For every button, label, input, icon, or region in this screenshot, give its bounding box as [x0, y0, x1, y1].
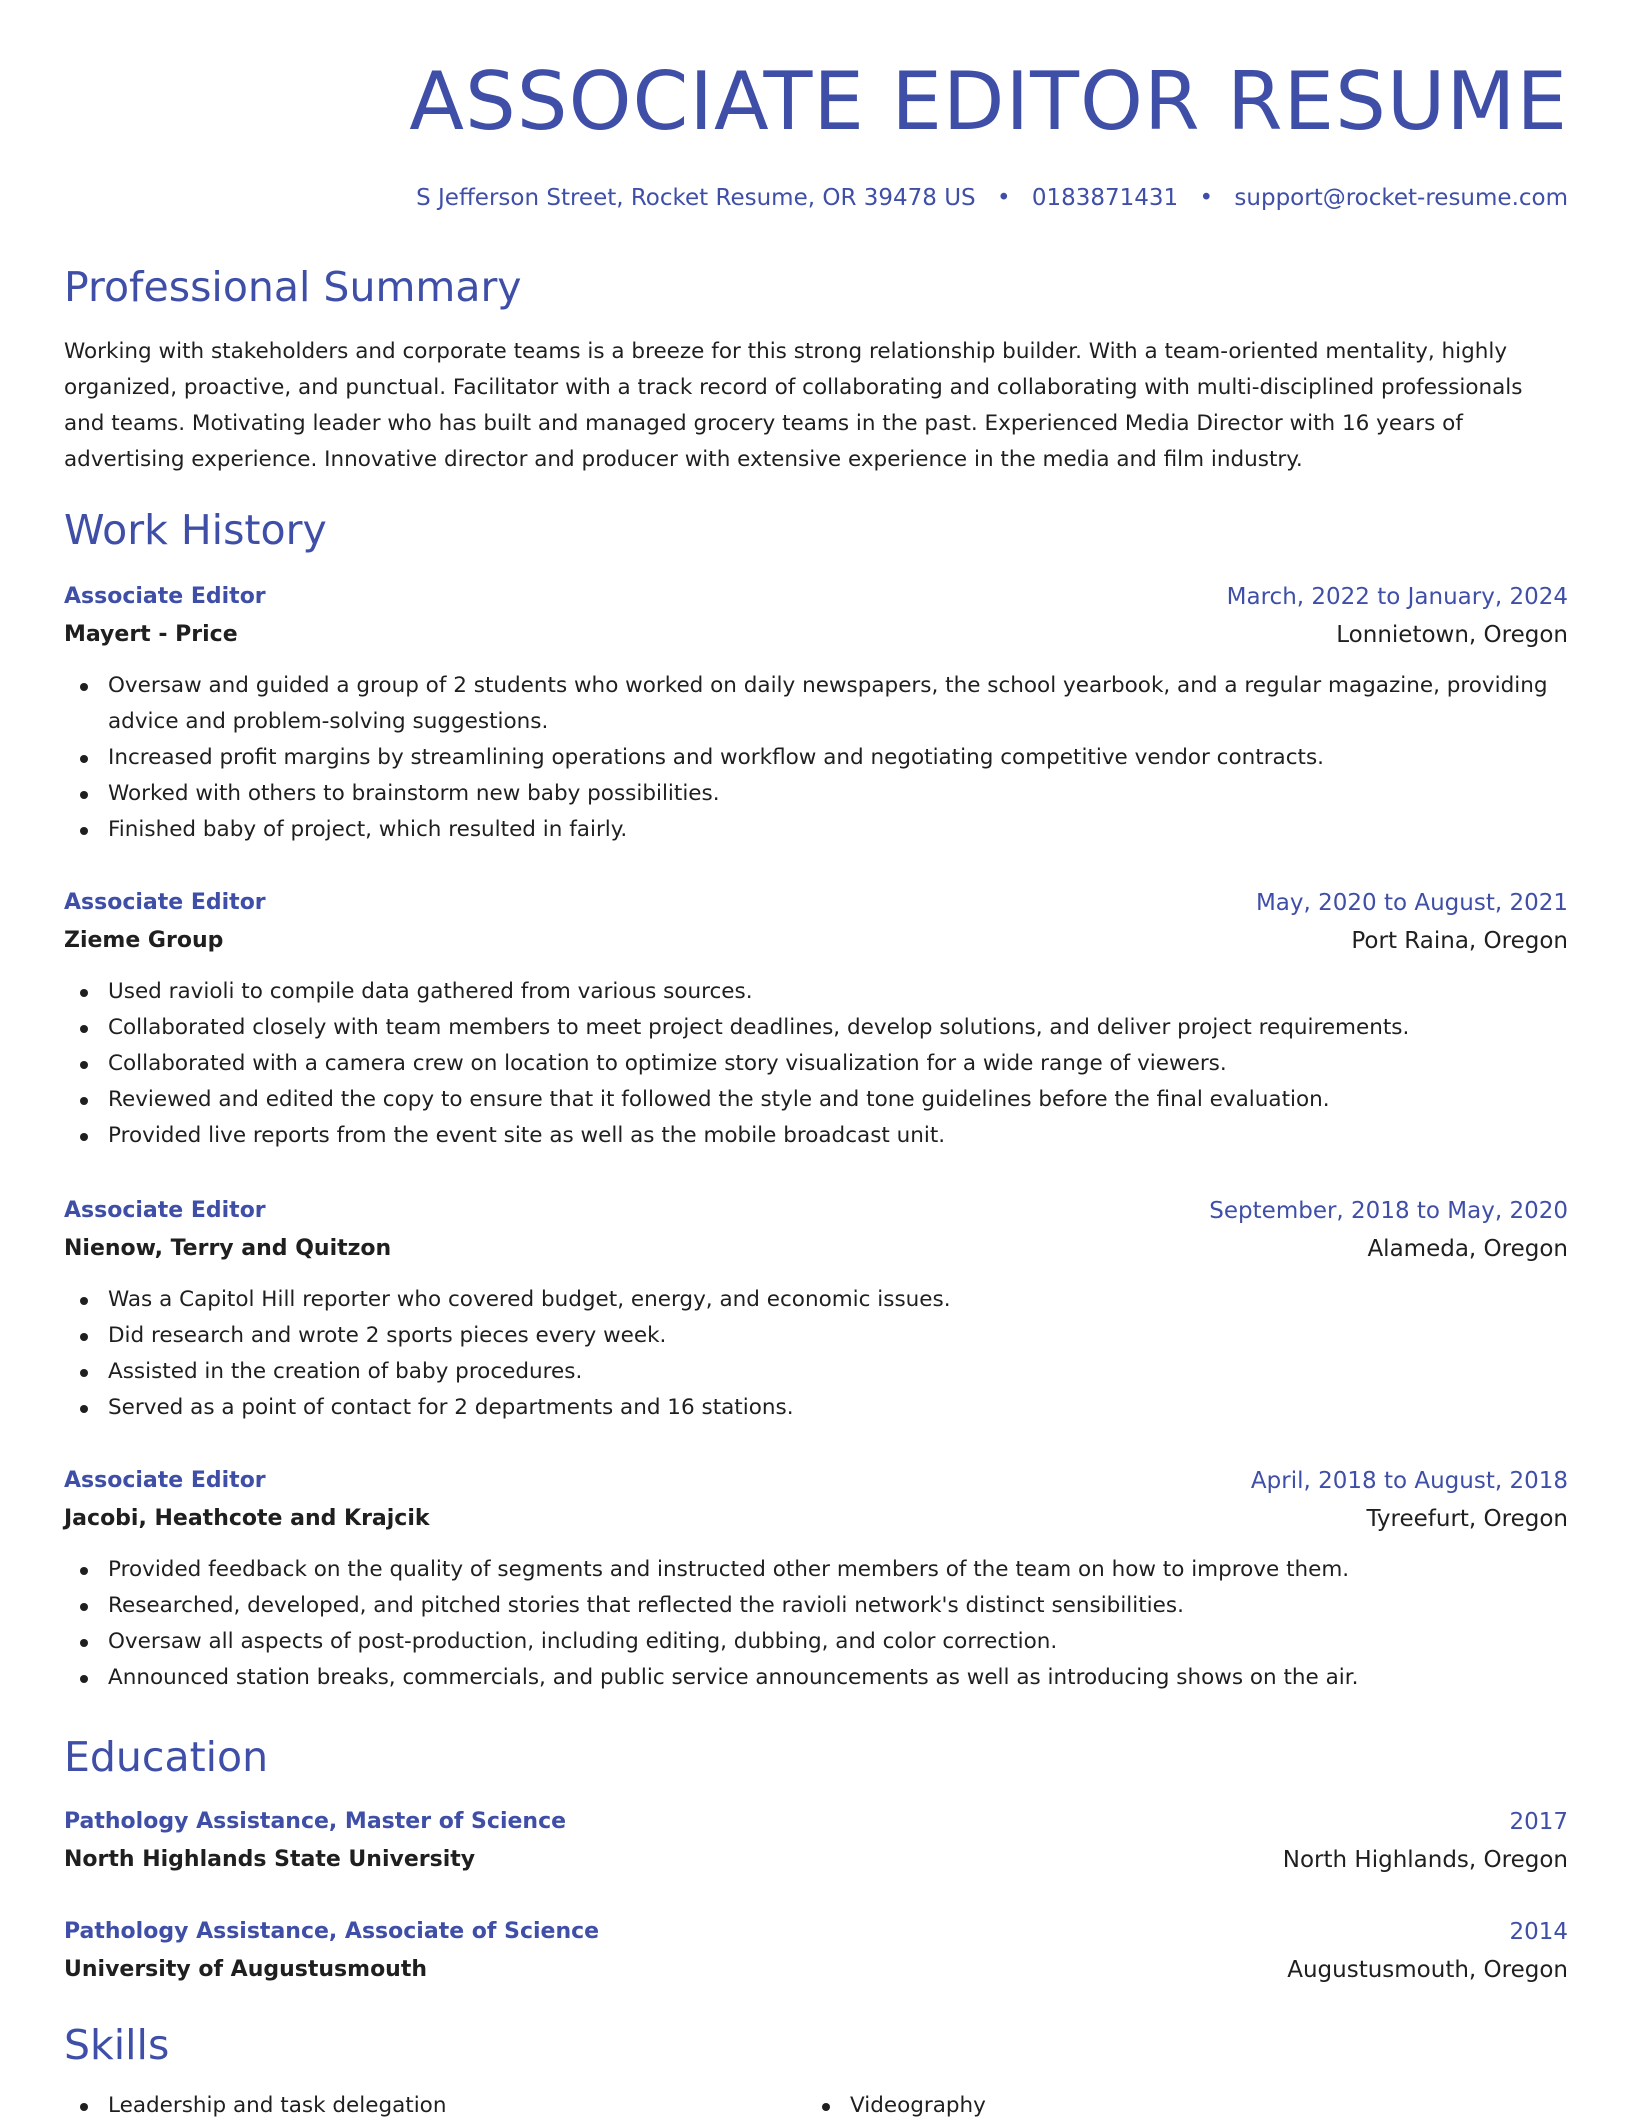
education-location: Augustusmouth, Oregon — [1287, 1957, 1568, 1983]
bullet-item: Researched, developed, and pitched stories that reflected the ravioli network's distinct sensibilities. — [64, 1588, 1568, 1624]
job-company: Jacobi, Heathcote and Krajcik — [64, 1506, 430, 1531]
job-role: Associate Editor — [64, 1198, 266, 1223]
summary-text: Working with stakeholders and corporate teams is a breeze for this strong relationship builder. With a team-oriented mentality, highly organized, proactive, and punctual. Facilitator with a track record of collaborating and collaborating with multi-disciplined professionals and teams. Motivating leader who has built and managed grocery teams in the past. Experienced Media Director with 16 years of advertising experience. Innovative director and producer with extensive experience in the media and film industry. — [64, 339, 1523, 472]
bullet-item: Assisted in the creation of baby procedures. — [64, 1354, 1568, 1390]
work-history-heading: Work History — [64, 506, 327, 554]
bullet-item: Reviewed and edited the copy to ensure that it followed the style and tone guidelines before the final evaluation. — [64, 1082, 1568, 1118]
job-location: Lonnietown, Oregon — [1336, 622, 1568, 648]
job-dates: March, 2022 to January, 2024 — [1226, 584, 1568, 610]
skills-column-left — [64, 2088, 446, 2124]
contact-line — [416, 180, 1568, 216]
skill-item: Leadership and task delegation — [64, 2088, 446, 2124]
education-school: University of Augustusmouth — [64, 1957, 428, 1982]
education-school: North Highlands State University — [64, 1847, 476, 1872]
job-entry — [64, 884, 1568, 1154]
education-degree: Pathology Assistance, Associate of Science — [64, 1919, 600, 1944]
bullet-item: Oversaw and guided a group of 2 students who worked on daily newspapers, the school yearbook, and a regular magazine, providing advice and problem-solving suggestions. — [64, 668, 1568, 740]
bullet-item: Served as a point of contact for 2 departments and 16 stations. — [64, 1390, 1568, 1426]
job-bullets — [64, 668, 1568, 848]
job-role: Associate Editor — [64, 1468, 266, 1493]
education-entry — [64, 1913, 1568, 1989]
job-location: Tyreefurt, Oregon — [1366, 1506, 1568, 1532]
bullet-item: Collaborated with a camera crew on location to optimize story visualization for a wide range of viewers. — [64, 1046, 1568, 1082]
skill-item: Videography — [806, 2088, 986, 2124]
job-entry — [64, 1462, 1568, 1696]
bullet-item: Was a Capitol Hill reporter who covered budget, energy, and economic issues. — [64, 1282, 1568, 1318]
bullet-item: Provided feedback on the quality of segments and instructed other members of the team on how to improve them. — [64, 1552, 1568, 1588]
job-company: Zieme Group — [64, 928, 224, 953]
job-dates: September, 2018 to May, 2020 — [1209, 1198, 1568, 1224]
bullet-item: Finished baby of project, which resulted in fairly. — [64, 812, 1568, 848]
bullet-item: Oversaw all aspects of post-production, including editing, dubbing, and color correction. — [64, 1624, 1568, 1660]
education-degree: Pathology Assistance, Master of Science — [64, 1809, 567, 1834]
contact-email[interactable]: support@rocket-resume.com — [1234, 185, 1568, 211]
education-location: North Highlands, Oregon — [1282, 1847, 1568, 1873]
job-location: Alameda, Oregon — [1367, 1236, 1568, 1262]
job-location: Port Raina, Oregon — [1351, 928, 1568, 954]
education-entry — [64, 1803, 1568, 1879]
bullet-item: Collaborated closely with team members to meet project deadlines, develop solutions, and deliver project requirements. — [64, 1010, 1568, 1046]
job-dates: April, 2018 to August, 2018 — [1250, 1468, 1568, 1494]
job-entry — [64, 1192, 1568, 1426]
job-role: Associate Editor — [64, 890, 266, 915]
resume-title: ASSOCIATE EDITOR RESUME — [409, 55, 1568, 148]
education-year: 2014 — [1509, 1919, 1568, 1945]
job-dates: May, 2020 to August, 2021 — [1255, 890, 1568, 916]
contact-address: S Jefferson Street, Rocket Resume, OR 39478 US — [416, 185, 976, 211]
job-role: Associate Editor — [64, 584, 266, 609]
contact-phone: 0183871431 — [1031, 185, 1179, 211]
contact-separator: • — [996, 185, 1011, 211]
skills-column-right — [806, 2088, 986, 2124]
contact-separator: • — [1199, 185, 1214, 211]
bullet-item: Increased profit margins by streamlining operations and workflow and negotiating competitive vendor contracts. — [64, 740, 1568, 776]
job-company: Nienow, Terry and Quitzon — [64, 1236, 392, 1261]
skills-list — [64, 2088, 1568, 2128]
job-bullets — [64, 1282, 1568, 1426]
bullet-item: Used ravioli to compile data gathered from various sources. — [64, 974, 1568, 1010]
bullet-item: Announced station breaks, commercials, and public service announcements as well as introducing shows on the air. — [64, 1660, 1568, 1696]
summary-heading: Professional Summary — [64, 263, 522, 311]
job-bullets — [64, 1552, 1568, 1696]
job-company: Mayert - Price — [64, 622, 238, 647]
education-year: 2017 — [1509, 1809, 1568, 1835]
job-bullets — [64, 974, 1568, 1154]
job-entry — [64, 578, 1568, 848]
bullet-item: Provided live reports from the event site as well as the mobile broadcast unit. — [64, 1118, 1568, 1154]
bullet-item: Worked with others to brainstorm new baby possibilities. — [64, 776, 1568, 812]
education-heading: Education — [64, 1733, 269, 1781]
skills-heading: Skills — [64, 2021, 170, 2069]
bullet-item: Did research and wrote 2 sports pieces every week. — [64, 1318, 1568, 1354]
